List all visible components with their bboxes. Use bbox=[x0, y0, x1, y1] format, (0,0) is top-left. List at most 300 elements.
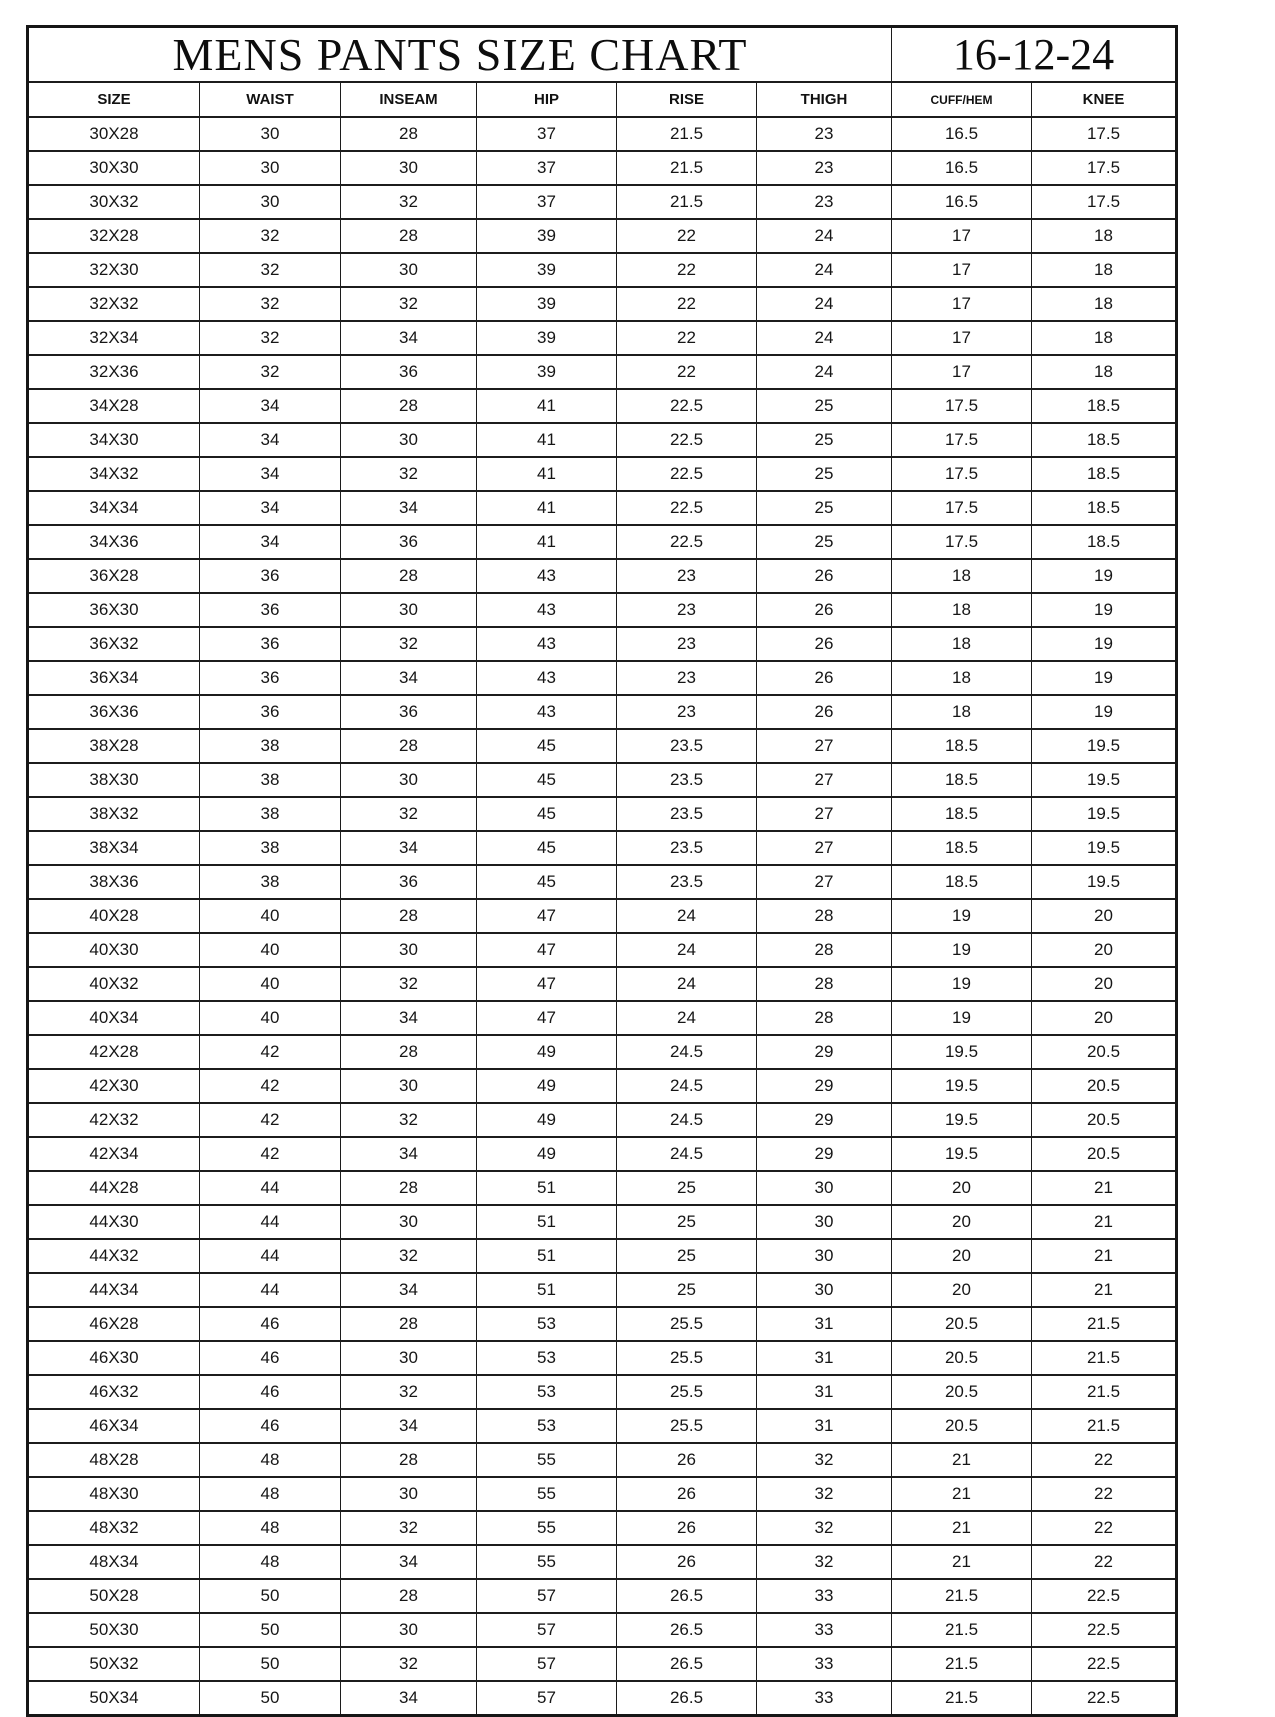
table-cell: 26 bbox=[757, 627, 892, 661]
table-cell: 18 bbox=[1032, 355, 1177, 389]
table-cell: 44 bbox=[200, 1239, 341, 1273]
table-cell: 22 bbox=[617, 321, 757, 355]
table-cell: 55 bbox=[477, 1511, 617, 1545]
table-cell: 19 bbox=[1032, 559, 1177, 593]
table-row bbox=[28, 1035, 1177, 1069]
table-cell: 44X28 bbox=[28, 1171, 200, 1205]
table-cell: 22 bbox=[617, 253, 757, 287]
table-cell: 21 bbox=[892, 1511, 1032, 1545]
table-cell: 25 bbox=[757, 457, 892, 491]
table-cell: 19 bbox=[892, 933, 1032, 967]
table-cell: 19 bbox=[892, 967, 1032, 1001]
table-cell: 22 bbox=[1032, 1545, 1177, 1579]
table-cell: 21.5 bbox=[617, 151, 757, 185]
table-cell: 17 bbox=[892, 355, 1032, 389]
table-row bbox=[28, 491, 1177, 525]
table-cell: 53 bbox=[477, 1409, 617, 1443]
table-cell: 22 bbox=[617, 219, 757, 253]
table-cell: 21.5 bbox=[1032, 1409, 1177, 1443]
table-cell: 36X32 bbox=[28, 627, 200, 661]
table-cell: 20.5 bbox=[1032, 1069, 1177, 1103]
table-cell: 21 bbox=[1032, 1171, 1177, 1205]
table-cell: 24 bbox=[617, 933, 757, 967]
table-cell: 22 bbox=[617, 355, 757, 389]
table-cell: 20 bbox=[892, 1205, 1032, 1239]
table-cell: 41 bbox=[477, 525, 617, 559]
table-cell: 31 bbox=[757, 1409, 892, 1443]
table-cell: 32 bbox=[757, 1511, 892, 1545]
table-cell: 25 bbox=[757, 389, 892, 423]
page-title: MENS PANTS SIZE CHART bbox=[28, 27, 892, 83]
table-cell: 24.5 bbox=[617, 1103, 757, 1137]
table-cell: 36 bbox=[200, 559, 341, 593]
table-cell: 23 bbox=[757, 185, 892, 219]
table-cell: 37 bbox=[477, 117, 617, 151]
table-cell: 46X30 bbox=[28, 1341, 200, 1375]
table-cell: 34 bbox=[200, 457, 341, 491]
table-cell: 17.5 bbox=[892, 525, 1032, 559]
table-cell: 28 bbox=[341, 1035, 477, 1069]
table-cell: 18.5 bbox=[892, 729, 1032, 763]
table-cell: 32X30 bbox=[28, 253, 200, 287]
table-cell: 38 bbox=[200, 831, 341, 865]
table-cell: 22.5 bbox=[617, 491, 757, 525]
table-cell: 45 bbox=[477, 865, 617, 899]
table-cell: 17.5 bbox=[892, 423, 1032, 457]
table-cell: 18.5 bbox=[1032, 389, 1177, 423]
table-cell: 26 bbox=[757, 695, 892, 729]
table-cell: 44 bbox=[200, 1273, 341, 1307]
table-row bbox=[28, 797, 1177, 831]
table-row bbox=[28, 151, 1177, 185]
table-cell: 19.5 bbox=[1032, 865, 1177, 899]
column-header-waist: WAIST bbox=[200, 82, 341, 117]
table-cell: 42X30 bbox=[28, 1069, 200, 1103]
table-cell: 20.5 bbox=[1032, 1035, 1177, 1069]
table-cell: 32 bbox=[341, 1239, 477, 1273]
table-cell: 46X28 bbox=[28, 1307, 200, 1341]
table-cell: 55 bbox=[477, 1477, 617, 1511]
table-cell: 55 bbox=[477, 1443, 617, 1477]
table-cell: 28 bbox=[341, 1307, 477, 1341]
table-cell: 21 bbox=[892, 1443, 1032, 1477]
table-cell: 25 bbox=[757, 491, 892, 525]
size-chart-table bbox=[26, 25, 1178, 1717]
table-body bbox=[28, 117, 1177, 1716]
table-row bbox=[28, 865, 1177, 899]
table-cell: 18.5 bbox=[892, 831, 1032, 865]
table-cell: 23 bbox=[757, 117, 892, 151]
table-cell: 33 bbox=[757, 1579, 892, 1613]
table-cell: 32 bbox=[341, 1647, 477, 1681]
table-cell: 27 bbox=[757, 763, 892, 797]
table-cell: 41 bbox=[477, 457, 617, 491]
table-cell: 47 bbox=[477, 899, 617, 933]
table-cell: 25 bbox=[617, 1205, 757, 1239]
table-cell: 50X30 bbox=[28, 1613, 200, 1647]
table-cell: 34 bbox=[341, 321, 477, 355]
column-header-hip: HIP bbox=[477, 82, 617, 117]
table-cell: 57 bbox=[477, 1613, 617, 1647]
table-cell: 23.5 bbox=[617, 831, 757, 865]
table-cell: 28 bbox=[341, 1443, 477, 1477]
table-cell: 26.5 bbox=[617, 1613, 757, 1647]
table-row bbox=[28, 185, 1177, 219]
table-cell: 20 bbox=[892, 1171, 1032, 1205]
table-cell: 26 bbox=[617, 1545, 757, 1579]
table-cell: 22.5 bbox=[1032, 1579, 1177, 1613]
table-row bbox=[28, 1307, 1177, 1341]
table-cell: 40X30 bbox=[28, 933, 200, 967]
column-header-rise: RISE bbox=[617, 82, 757, 117]
table-row bbox=[28, 1001, 1177, 1035]
table-cell: 51 bbox=[477, 1171, 617, 1205]
table-cell: 21 bbox=[1032, 1273, 1177, 1307]
table-cell: 36 bbox=[341, 525, 477, 559]
table-row bbox=[28, 457, 1177, 491]
table-row bbox=[28, 389, 1177, 423]
table-cell: 47 bbox=[477, 1001, 617, 1035]
table-row bbox=[28, 1341, 1177, 1375]
table-cell: 18.5 bbox=[892, 797, 1032, 831]
table-row bbox=[28, 593, 1177, 627]
table-cell: 36 bbox=[341, 695, 477, 729]
table-cell: 40 bbox=[200, 933, 341, 967]
table-cell: 26.5 bbox=[617, 1681, 757, 1716]
table-cell: 25 bbox=[617, 1239, 757, 1273]
table-cell: 30 bbox=[757, 1239, 892, 1273]
table-cell: 20 bbox=[892, 1273, 1032, 1307]
table-row bbox=[28, 559, 1177, 593]
table-cell: 30 bbox=[200, 151, 341, 185]
date-label: 16-12-24 bbox=[892, 27, 1177, 83]
table-cell: 28 bbox=[341, 219, 477, 253]
table-row bbox=[28, 355, 1177, 389]
table-cell: 20.5 bbox=[892, 1307, 1032, 1341]
table-cell: 34 bbox=[200, 525, 341, 559]
table-row bbox=[28, 253, 1177, 287]
column-header-inseam: INSEAM bbox=[341, 82, 477, 117]
table-cell: 49 bbox=[477, 1137, 617, 1171]
table-cell: 25 bbox=[757, 525, 892, 559]
table-cell: 17 bbox=[892, 321, 1032, 355]
table-cell: 19.5 bbox=[1032, 729, 1177, 763]
table-cell: 49 bbox=[477, 1035, 617, 1069]
table-cell: 31 bbox=[757, 1375, 892, 1409]
table-cell: 47 bbox=[477, 967, 617, 1001]
table-cell: 30 bbox=[341, 593, 477, 627]
table-cell: 34 bbox=[341, 831, 477, 865]
table-cell: 36 bbox=[200, 661, 341, 695]
table-cell: 18 bbox=[892, 593, 1032, 627]
table-cell: 32 bbox=[341, 627, 477, 661]
table-cell: 18.5 bbox=[1032, 491, 1177, 525]
table-row bbox=[28, 1579, 1177, 1613]
table-cell: 23 bbox=[617, 661, 757, 695]
table-cell: 30X30 bbox=[28, 151, 200, 185]
table-cell: 20 bbox=[1032, 1001, 1177, 1035]
table-cell: 32 bbox=[200, 355, 341, 389]
table-cell: 19.5 bbox=[1032, 797, 1177, 831]
table-cell: 28 bbox=[341, 729, 477, 763]
table-cell: 22.5 bbox=[1032, 1647, 1177, 1681]
table-cell: 19 bbox=[892, 1001, 1032, 1035]
table-cell: 19 bbox=[892, 899, 1032, 933]
table-cell: 24.5 bbox=[617, 1035, 757, 1069]
table-cell: 42 bbox=[200, 1069, 341, 1103]
table-cell: 22 bbox=[1032, 1477, 1177, 1511]
table-cell: 40X28 bbox=[28, 899, 200, 933]
table-cell: 22 bbox=[1032, 1443, 1177, 1477]
table-cell: 23.5 bbox=[617, 797, 757, 831]
table-cell: 30 bbox=[757, 1273, 892, 1307]
table-cell: 30 bbox=[757, 1205, 892, 1239]
table-cell: 18 bbox=[1032, 253, 1177, 287]
table-row bbox=[28, 729, 1177, 763]
table-cell: 22.5 bbox=[617, 423, 757, 457]
table-cell: 51 bbox=[477, 1239, 617, 1273]
table-cell: 32 bbox=[341, 457, 477, 491]
table-cell: 26 bbox=[617, 1477, 757, 1511]
table-cell: 32 bbox=[341, 1511, 477, 1545]
table-cell: 49 bbox=[477, 1103, 617, 1137]
table-cell: 30X32 bbox=[28, 185, 200, 219]
table-cell: 36X28 bbox=[28, 559, 200, 593]
table-cell: 30 bbox=[341, 1341, 477, 1375]
table-cell: 33 bbox=[757, 1613, 892, 1647]
table-cell: 32X32 bbox=[28, 287, 200, 321]
table-cell: 21.5 bbox=[1032, 1341, 1177, 1375]
table-cell: 17.5 bbox=[1032, 185, 1177, 219]
header-row bbox=[28, 82, 1177, 117]
table-cell: 30 bbox=[341, 423, 477, 457]
table-cell: 20 bbox=[892, 1239, 1032, 1273]
table-cell: 21.5 bbox=[1032, 1307, 1177, 1341]
table-cell: 34 bbox=[200, 423, 341, 457]
table-cell: 26 bbox=[617, 1443, 757, 1477]
column-header-cuff-hem: CUFF/HEM bbox=[892, 82, 1032, 117]
table-cell: 30 bbox=[341, 1613, 477, 1647]
title-row bbox=[28, 27, 1177, 83]
table-cell: 21.5 bbox=[1032, 1375, 1177, 1409]
table-cell: 34 bbox=[341, 1273, 477, 1307]
table-cell: 21 bbox=[1032, 1205, 1177, 1239]
table-row bbox=[28, 1545, 1177, 1579]
table-cell: 24 bbox=[617, 899, 757, 933]
table-cell: 25.5 bbox=[617, 1409, 757, 1443]
column-header-size: SIZE bbox=[28, 82, 200, 117]
table-cell: 42 bbox=[200, 1137, 341, 1171]
table-cell: 44 bbox=[200, 1205, 341, 1239]
table-cell: 41 bbox=[477, 423, 617, 457]
table-cell: 19 bbox=[1032, 695, 1177, 729]
table-row bbox=[28, 1239, 1177, 1273]
table-cell: 48 bbox=[200, 1477, 341, 1511]
table-cell: 18 bbox=[892, 695, 1032, 729]
table-cell: 32 bbox=[200, 253, 341, 287]
table-cell: 34 bbox=[341, 1137, 477, 1171]
table-cell: 29 bbox=[757, 1103, 892, 1137]
table-row bbox=[28, 1613, 1177, 1647]
table-cell: 29 bbox=[757, 1035, 892, 1069]
table-cell: 53 bbox=[477, 1375, 617, 1409]
table-cell: 19 bbox=[1032, 627, 1177, 661]
table-cell: 28 bbox=[757, 899, 892, 933]
table-cell: 30 bbox=[341, 933, 477, 967]
table-row bbox=[28, 899, 1177, 933]
table-cell: 25.5 bbox=[617, 1375, 757, 1409]
table-cell: 17.5 bbox=[1032, 117, 1177, 151]
table-cell: 28 bbox=[341, 559, 477, 593]
table-cell: 34X32 bbox=[28, 457, 200, 491]
table-cell: 38X32 bbox=[28, 797, 200, 831]
table-cell: 57 bbox=[477, 1647, 617, 1681]
table-cell: 27 bbox=[757, 729, 892, 763]
table-row bbox=[28, 831, 1177, 865]
table-row bbox=[28, 1069, 1177, 1103]
table-cell: 32 bbox=[341, 287, 477, 321]
table-cell: 19 bbox=[1032, 593, 1177, 627]
table-cell: 43 bbox=[477, 695, 617, 729]
table-cell: 48 bbox=[200, 1545, 341, 1579]
table-cell: 21.5 bbox=[892, 1579, 1032, 1613]
table-cell: 25.5 bbox=[617, 1341, 757, 1375]
table-cell: 34X30 bbox=[28, 423, 200, 457]
table-cell: 32 bbox=[200, 219, 341, 253]
table-cell: 32 bbox=[341, 185, 477, 219]
table-cell: 46 bbox=[200, 1341, 341, 1375]
table-cell: 22.5 bbox=[1032, 1681, 1177, 1716]
table-row bbox=[28, 1137, 1177, 1171]
table-row bbox=[28, 661, 1177, 695]
table-cell: 30X28 bbox=[28, 117, 200, 151]
table-cell: 40 bbox=[200, 967, 341, 1001]
table-cell: 36 bbox=[200, 593, 341, 627]
table-cell: 21 bbox=[892, 1477, 1032, 1511]
table-cell: 36X34 bbox=[28, 661, 200, 695]
table-cell: 27 bbox=[757, 797, 892, 831]
table-row bbox=[28, 525, 1177, 559]
table-row bbox=[28, 695, 1177, 729]
table-cell: 23 bbox=[617, 627, 757, 661]
table-cell: 43 bbox=[477, 559, 617, 593]
table-cell: 46 bbox=[200, 1375, 341, 1409]
table-cell: 32 bbox=[341, 1375, 477, 1409]
table-cell: 30 bbox=[200, 185, 341, 219]
table-cell: 18 bbox=[892, 559, 1032, 593]
table-cell: 39 bbox=[477, 287, 617, 321]
table-cell: 20 bbox=[1032, 933, 1177, 967]
table-cell: 30 bbox=[341, 1069, 477, 1103]
table-cell: 39 bbox=[477, 253, 617, 287]
table-cell: 18.5 bbox=[1032, 423, 1177, 457]
table-cell: 26 bbox=[757, 559, 892, 593]
table-cell: 29 bbox=[757, 1069, 892, 1103]
column-header-knee: KNEE bbox=[1032, 82, 1177, 117]
table-cell: 22.5 bbox=[617, 525, 757, 559]
table-cell: 48 bbox=[200, 1443, 341, 1477]
table-cell: 31 bbox=[757, 1341, 892, 1375]
table-cell: 20 bbox=[1032, 967, 1177, 1001]
table-cell: 23 bbox=[617, 559, 757, 593]
table-cell: 25 bbox=[617, 1273, 757, 1307]
table-cell: 36X36 bbox=[28, 695, 200, 729]
table-cell: 18 bbox=[892, 627, 1032, 661]
table-cell: 26 bbox=[757, 593, 892, 627]
table-row bbox=[28, 321, 1177, 355]
table-cell: 18.5 bbox=[892, 763, 1032, 797]
table-cell: 27 bbox=[757, 831, 892, 865]
table-cell: 24.5 bbox=[617, 1137, 757, 1171]
table-row bbox=[28, 1477, 1177, 1511]
table-cell: 32 bbox=[341, 797, 477, 831]
table-cell: 33 bbox=[757, 1681, 892, 1716]
table-cell: 23.5 bbox=[617, 763, 757, 797]
table-cell: 24 bbox=[757, 355, 892, 389]
table-cell: 30 bbox=[200, 117, 341, 151]
table-row bbox=[28, 1647, 1177, 1681]
table-cell: 39 bbox=[477, 219, 617, 253]
table-cell: 18 bbox=[892, 661, 1032, 695]
table-cell: 36 bbox=[200, 627, 341, 661]
table-cell: 28 bbox=[341, 1171, 477, 1205]
table-cell: 30 bbox=[341, 151, 477, 185]
table-row bbox=[28, 1409, 1177, 1443]
table-cell: 26 bbox=[617, 1511, 757, 1545]
table-row bbox=[28, 1273, 1177, 1307]
table-cell: 19.5 bbox=[1032, 763, 1177, 797]
table-cell: 42X32 bbox=[28, 1103, 200, 1137]
table-row bbox=[28, 1103, 1177, 1137]
table-cell: 45 bbox=[477, 831, 617, 865]
table-cell: 53 bbox=[477, 1307, 617, 1341]
table-row bbox=[28, 1205, 1177, 1239]
table-cell: 46X34 bbox=[28, 1409, 200, 1443]
table-cell: 50 bbox=[200, 1681, 341, 1716]
table-cell: 40X32 bbox=[28, 967, 200, 1001]
table-cell: 20.5 bbox=[892, 1409, 1032, 1443]
table-cell: 21.5 bbox=[892, 1647, 1032, 1681]
table-cell: 23 bbox=[617, 695, 757, 729]
table-cell: 48 bbox=[200, 1511, 341, 1545]
table-cell: 26 bbox=[757, 661, 892, 695]
table-cell: 34 bbox=[341, 1409, 477, 1443]
table-cell: 21.5 bbox=[617, 117, 757, 151]
table-cell: 38X34 bbox=[28, 831, 200, 865]
table-cell: 32 bbox=[200, 287, 341, 321]
table-cell: 44X32 bbox=[28, 1239, 200, 1273]
table-cell: 47 bbox=[477, 933, 617, 967]
table-cell: 51 bbox=[477, 1205, 617, 1239]
table-row bbox=[28, 117, 1177, 151]
table-cell: 34 bbox=[341, 1681, 477, 1716]
table-cell: 23 bbox=[617, 593, 757, 627]
table-cell: 24 bbox=[617, 1001, 757, 1035]
table-cell: 23 bbox=[757, 151, 892, 185]
table-cell: 34 bbox=[200, 389, 341, 423]
table-cell: 22.5 bbox=[1032, 1613, 1177, 1647]
table-cell: 34 bbox=[341, 1545, 477, 1579]
table-cell: 43 bbox=[477, 627, 617, 661]
table-cell: 22.5 bbox=[617, 389, 757, 423]
table-row bbox=[28, 287, 1177, 321]
table-cell: 42X28 bbox=[28, 1035, 200, 1069]
table-cell: 16.5 bbox=[892, 117, 1032, 151]
table-cell: 23.5 bbox=[617, 865, 757, 899]
table-cell: 21.5 bbox=[892, 1613, 1032, 1647]
table-cell: 19.5 bbox=[892, 1069, 1032, 1103]
table-cell: 32 bbox=[757, 1443, 892, 1477]
